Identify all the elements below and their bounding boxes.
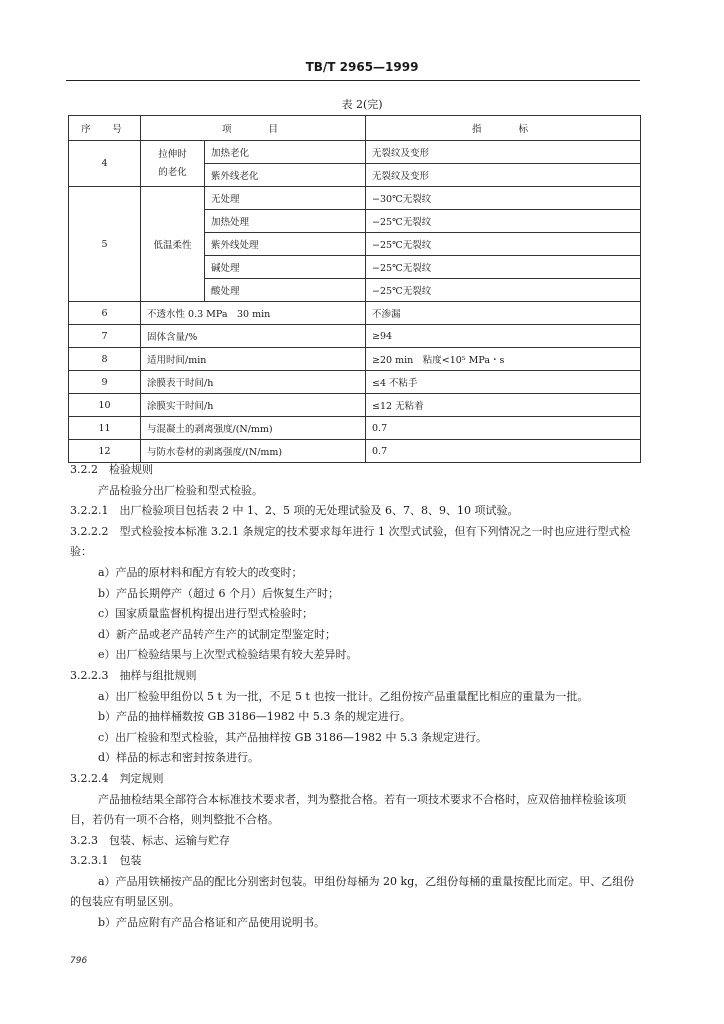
list-item: b）产品应附有产品合格证和产品使用说明书。 xyxy=(98,916,326,930)
paragraph: 产品检验分出厂检验和型式检验。 xyxy=(98,483,263,497)
row-item: 涂膜实干时间/h xyxy=(141,394,366,417)
table-row xyxy=(69,302,641,325)
table-row xyxy=(69,371,641,394)
table-row xyxy=(69,141,641,164)
row-value: −25℃无裂纹 xyxy=(366,210,641,233)
row-value: 不渗漏 xyxy=(366,302,641,325)
section-heading: 3.2.2.4 判定规则 xyxy=(70,771,164,785)
section-heading: 3.2.3.1 包装 xyxy=(70,854,142,868)
section-heading: 3.2.3 包装、标志、运输与贮存 xyxy=(70,833,230,847)
row-value: 无裂纹及变形 xyxy=(366,141,641,164)
group-line: 拉伸时 xyxy=(158,148,187,160)
row-no: 4 xyxy=(69,141,141,187)
row-value: 0.7 xyxy=(366,417,641,440)
row-no: 12 xyxy=(69,440,141,463)
group-line: 的老化 xyxy=(158,166,187,178)
row-item: 酸处理 xyxy=(205,279,366,302)
row-no: 9 xyxy=(69,371,141,394)
row-value: 无裂纹及变形 xyxy=(366,164,641,187)
row-value: −25℃无裂纹 xyxy=(366,256,641,279)
table-caption: 表 2(完) xyxy=(341,98,383,111)
row-item: 与防水卷材的剥离强度/(N/mm) xyxy=(141,440,366,463)
row-no: 8 xyxy=(69,348,141,371)
row-value: 0.7 xyxy=(366,440,641,463)
row-no: 10 xyxy=(69,394,141,417)
table-row xyxy=(69,394,641,417)
col-header-no: 序 号 xyxy=(69,116,141,141)
row-value: −25℃无裂纹 xyxy=(366,233,641,256)
list-item: c）国家质量监督机构提出进行型式检验时； xyxy=(98,607,314,621)
body-text xyxy=(70,460,642,934)
row-value: −30℃无裂纹 xyxy=(366,187,641,210)
list-item: a）产品的原材料和配方有较大的改变时； xyxy=(98,565,303,579)
row-item: 适用时间/min xyxy=(141,348,366,371)
row-item: 不透水性 0.3 MPa 30 min xyxy=(141,302,366,325)
table-row xyxy=(69,348,641,371)
row-item: 固体含量/% xyxy=(141,325,366,348)
header-rule xyxy=(66,80,640,81)
clause: 3.2.2.1 出厂检验项目包括表 2 中 1、2、5 项的无处理试验及 6、7、8、9、10 项试验。 xyxy=(70,504,519,518)
table-row xyxy=(69,417,641,440)
row-item: 涂膜表干时间/h xyxy=(141,371,366,394)
row-value: −25℃无裂纹 xyxy=(366,279,641,302)
section-heading: 3.2.2.3 抽样与组批规则 xyxy=(70,668,197,682)
row-item: 紫外线处理 xyxy=(205,233,366,256)
row-value: ≤12 无粘着 xyxy=(366,394,641,417)
spec-table xyxy=(68,115,641,463)
list-item: a）产品用铁桶按产品的配比分别密封包装。甲组份每桶为 20 kg，乙组份每桶的重量按配比而定。甲、乙组份的包装应有明显区别。 xyxy=(70,874,635,909)
col-header-item: 项 目 xyxy=(141,116,366,141)
table-row xyxy=(69,325,641,348)
paragraph: 产品抽检结果全部符合本标准技术要求者，判为整批合格。若有一项技术要求不合格时，应双倍抽样检验该项目，若仍有一项不合格，则判整批不合格。 xyxy=(70,792,626,827)
document-header: TB/T 2965—1999 xyxy=(305,60,419,74)
page-number: 796 xyxy=(70,956,88,966)
list-item: b）产品的抽样桶数按 GB 3186—1982 中 5.3 条的规定进行。 xyxy=(98,710,411,724)
row-item: 加热处理 xyxy=(205,210,366,233)
row-item: 碱处理 xyxy=(205,256,366,279)
list-item: b）产品长期停产（超过 6 个月）后恢复生产时； xyxy=(98,586,340,600)
row-group: 低温柔性 xyxy=(141,187,205,302)
list-item: c）出厂检验和型式检验，其产品抽样按 GB 3186—1982 中 5.3 条规定进行。 xyxy=(98,730,487,744)
row-item: 紫外线老化 xyxy=(205,164,366,187)
list-item: e）出厂检验结果与上次型式检验结果有较大差异时。 xyxy=(98,648,358,662)
list-item: d）新产品或老产品转产生产的试制定型鉴定时； xyxy=(98,627,337,641)
table-header-row xyxy=(69,116,641,141)
row-item: 无处理 xyxy=(205,187,366,210)
clause: 3.2.2.2 型式检验按本标准 3.2.1 条规定的技术要求每年进行 1 次型式试验，但有下列情况之一时也应进行型式检验： xyxy=(70,524,631,559)
row-no: 11 xyxy=(69,417,141,440)
list-item: d）样品的标志和密封按条进行。 xyxy=(98,751,260,765)
row-value: ≥20 min 粘度<10⁵ MPa・s xyxy=(366,348,641,371)
table-row xyxy=(69,187,641,210)
row-group xyxy=(141,141,205,187)
section-heading: 3.2.2 检验规则 xyxy=(70,463,153,476)
row-no: 7 xyxy=(69,325,141,348)
row-no: 6 xyxy=(69,302,141,325)
row-value: ≤4 不粘手 xyxy=(366,371,641,394)
row-item: 与混凝土的剥离强度/(N/mm) xyxy=(141,417,366,440)
row-no: 5 xyxy=(69,187,141,302)
col-header-value: 指 标 xyxy=(366,116,641,141)
row-value: ≥94 xyxy=(366,325,641,348)
list-item: a）出厂检验甲组份以 5 t 为一批，不足 5 t 也按一批计。乙组份按产品重量配比相应的重量为一批。 xyxy=(98,689,589,703)
row-item: 加热老化 xyxy=(205,141,366,164)
